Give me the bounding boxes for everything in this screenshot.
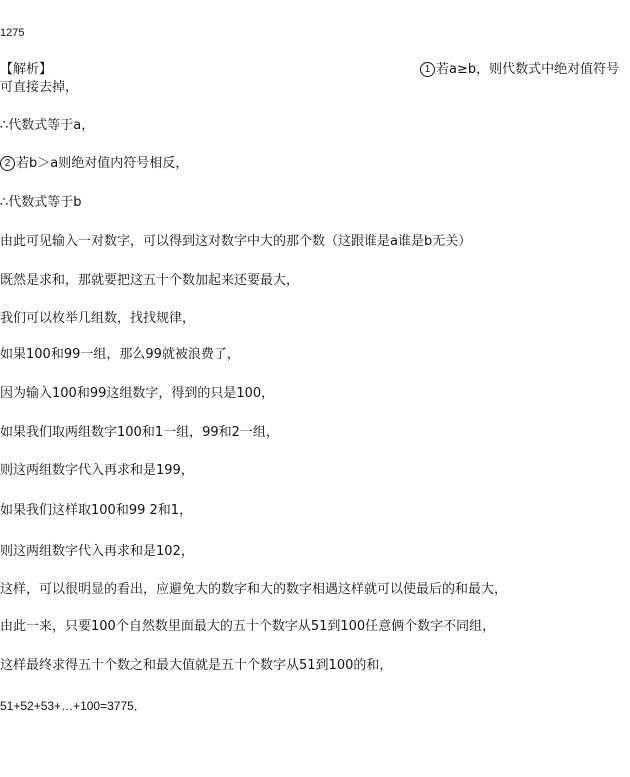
circled-number-1-icon: 1	[420, 62, 435, 77]
text-line: 我们可以枚举几组数，找找规律，	[0, 311, 196, 326]
conclusion-a: ∴代数式等于a，	[0, 118, 95, 133]
continuation-line: 可直接去掉，	[0, 80, 79, 95]
text-line: 这样，可以很明显的看出，应避免大的数字和大的数字相遇这样就可以使最后的和最大，	[0, 582, 508, 597]
case-1-text: 若a≥b，则代数式中绝对值符号	[436, 62, 620, 77]
text-line: 则这两组数字代入再求和是102，	[0, 544, 194, 559]
analysis-heading: 【解析】	[0, 62, 53, 77]
case-1	[420, 62, 619, 78]
text-line: 如果100和99一组，那么99就被浪费了，	[0, 347, 240, 362]
text-line: 由此一来，只要100个自然数里面最大的五十个数字从51到100任意俩个数字不同组，	[0, 619, 496, 634]
case-2	[0, 156, 188, 172]
case-2-text: 若b＞a则绝对值内符号相反，	[16, 156, 189, 171]
conclusion-b: ∴代数式等于b	[0, 195, 82, 210]
top-number: 1275	[0, 27, 25, 39]
text-line: 由此可见输入一对数字，可以得到这对数字中大的那个数（这跟谁是a谁是b无关）	[0, 234, 472, 249]
circled-number-2-icon: 2	[0, 156, 15, 171]
text-line: 既然是求和，那就要把这五十个数加起来还要最大，	[0, 273, 300, 288]
text-line: 如果我们这样取100和99 2和1，	[0, 503, 193, 518]
text-line: 则这两组数字代入再求和是199，	[0, 463, 194, 478]
text-line: 因为输入100和99这组数字，得到的只是100，	[0, 386, 275, 401]
final-equation: 51+52+53+…+100=3775．	[0, 699, 146, 713]
text-line: 如果我们取两组数字100和1一组，99和2一组，	[0, 425, 279, 440]
text-line: 这样最终求得五十个数之和最大值就是五十个数字从51到100的和，	[0, 658, 393, 673]
